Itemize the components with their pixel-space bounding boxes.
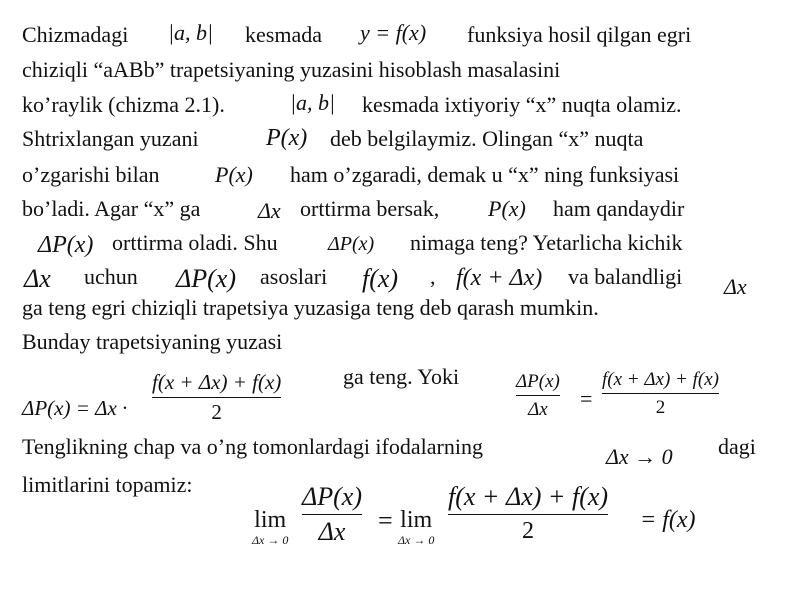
text-line8-b: asoslari <box>260 264 328 289</box>
eq2-right-fraction <box>602 370 719 417</box>
formula-dPx-3: ΔP(x) <box>176 264 236 293</box>
text-line2: chiziqli “aABb” trapetsiyaning yuzasini hisoblash masalasini <box>22 57 561 82</box>
text-line12-b: dagi <box>718 434 756 459</box>
text-line10: Bunday trapetsiyaning yuzasi <box>22 329 283 354</box>
formula-fx-dx: f(x + Δx) <box>456 265 543 291</box>
eq3-lim-sub-2: Δx → 0 <box>398 533 435 547</box>
text-line13: limitlarini topamiz: <box>22 472 193 497</box>
text-line8-comma: , <box>430 264 436 289</box>
text-line12-a: Tenglikning chap va o’ng tomonlardagi ifodalarning <box>22 434 483 459</box>
eq3-lim-sub: Δx → 0 <box>252 533 289 547</box>
formula-dx-3: Δx <box>724 274 747 299</box>
formula-y-fx: y = f(x) <box>360 20 427 45</box>
eq3-right-numerator: f(x + Δx) + f(x) <box>448 482 609 511</box>
text-line8-d: va balandligi <box>568 264 683 289</box>
text-line6-a: bo’ladi. Agar “x” ga <box>22 196 201 221</box>
formula-Px-2: P(x) <box>215 162 253 187</box>
text-line4-a: Shtrixlangan yuzani <box>22 126 199 151</box>
text-line5-b: ham o’zgaradi, demak u “x” ning funksiyasi <box>290 162 680 187</box>
eq3-denominator: Δx <box>318 517 346 546</box>
eq1-fraction <box>152 372 281 423</box>
eq3-lim-word-2: lim <box>400 507 433 533</box>
eq2-equals: = <box>580 386 593 411</box>
text-line1-c: funksiya hosil qilgan egri <box>467 22 692 47</box>
eq3-left-bar <box>302 514 362 515</box>
eq1-fraction-bar <box>152 397 281 398</box>
eq3-lim-left <box>252 508 288 546</box>
eq3-right-fraction <box>448 484 608 543</box>
formula-dx-to-0: Δx → 0 <box>606 444 673 469</box>
eq3-result: = f(x) <box>640 507 696 533</box>
text-line8-a: uchun <box>84 264 138 289</box>
formula-Px-3: P(x) <box>488 196 526 221</box>
formula-dx: Δx <box>258 198 281 223</box>
eq3-right-bar <box>448 514 608 515</box>
eq1-lhs: ΔP(x) = Δx · <box>22 396 128 420</box>
eq1-denominator: 2 <box>211 400 222 424</box>
eq3-right-denominator: 2 <box>522 518 535 544</box>
eq2-right-denominator: 2 <box>655 397 666 418</box>
text-line11: ga teng. Yoki <box>343 364 460 389</box>
eq3-equals-1: = <box>378 506 393 535</box>
text-line5-a: o’zgarishi bilan <box>22 162 160 187</box>
eq2-right-bar <box>602 393 719 394</box>
formula-Px: P(x) <box>266 125 308 151</box>
text-line6-c: ham qandaydir <box>553 196 685 221</box>
text-line1-a: Chizmadagi <box>22 22 129 47</box>
eq3-numerator: ΔP(x) <box>302 482 362 511</box>
eq3-lim-word: lim <box>254 507 287 533</box>
formula-interval-ab: |a, b| <box>168 20 214 45</box>
text-line9: ga teng egri chiziqli trapetsiya yuzasiga teng deb qarash mumkin. <box>22 295 599 320</box>
eq2-right-numerator: f(x + Δx) + f(x) <box>602 369 719 390</box>
eq2-numerator: ΔP(x) <box>516 371 560 392</box>
eq3-left-fraction <box>302 484 362 545</box>
eq1-numerator: f(x + Δx) + f(x) <box>152 370 282 394</box>
eq2-left-bar <box>516 395 560 396</box>
text-line3-a: ko’raylik (chizma 2.1). <box>22 92 225 117</box>
formula-interval-ab-2: |a, b| <box>290 90 336 115</box>
formula-dPx: ΔP(x) <box>38 232 94 258</box>
text-line7-b: nimaga teng? Yetarlicha kichik <box>410 230 683 255</box>
formula-dx-2: Δx <box>24 264 51 293</box>
eq3-lim-right <box>398 508 434 546</box>
eq2-denominator: Δx <box>528 399 548 420</box>
text-line4-b: deb belgilaymiz. Olingan “x” nuqta <box>330 126 644 151</box>
text-line3-b: kesmada ixtiyoriy “x” nuqta olamiz. <box>362 92 682 117</box>
eq2-left-fraction <box>516 372 560 419</box>
text-line7-a: orttirma oladi. Shu <box>112 230 278 255</box>
text-line1-b: kesmada <box>245 22 322 47</box>
text-line6-b: orttirma bersak, <box>300 196 440 221</box>
formula-dPx-2: ΔP(x) <box>328 233 375 255</box>
formula-fx: f(x) <box>362 264 399 293</box>
